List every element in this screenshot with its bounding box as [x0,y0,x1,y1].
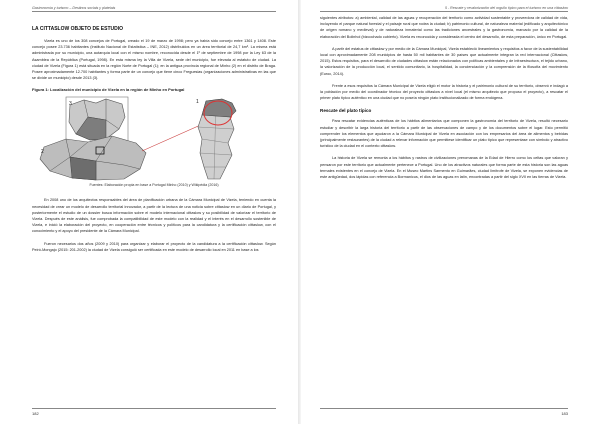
right-page [306,0,598,424]
book-gutter [298,0,301,424]
map-label-3: 3 [69,101,72,108]
page-number-left: 182 [32,408,276,416]
figure-caption: Fuentes: Elaboración propia en base a Portugal Minho (2010) y Wikipédia (2016) [89,183,219,188]
location-map-figure [36,95,274,181]
paragraph: A partir del estatus de cittaslow y por medio de la Cámara Municipal, Vizela estableció lineamientos y requisitos a favor de la sustentabilidad local con aproximadamente 208 municipios de hasta 50 mil habitantes de 30 países que actualmente integran la red internacional (Cittaslow, 2015). Estos requisitos, para el desarrollo de ciudades cittaslow están relacionados con políticas ambientales y de infraestructura, el tejido urbano, la valorización de la producción local, el sentido comunitario, la hospitalidad, la concienciación y la comprensión de la filosofía del movimiento (Euroc, 2014). [320,46,568,76]
location-map [36,95,274,181]
map-label-2: 2 [41,149,44,156]
running-head-left: Gastronomía y turismo – Destinos sociais y plateiais [32,6,276,12]
paragraph: Frente a esos requisitos la Cámara Municipal de Vizela eligió el motor la historia y el patrimonio cultural de su territorio, observó e indagó a la población por medio del coordinador técnico del proyecto cittaslow a nivel local (el mismo arquitecto que propuso el proyecto), a rescatar el primer plato típico auténtico en una ciudad que no poseía ningún plato institucionalizado de forma endógena. [320,83,568,101]
running-head-right: 5 - Rescate y revalorización del orgullo típico para el turismo en una cittaslow [320,6,568,12]
paragraph: Vizela es uno de los 308 concejos de Portugal, creado el 19 de marzo de 1998; pero ya había sido concejo entre 1361 y 1408. Este concejo posee 23.736 habitantes (Instituto Nacional de Estatística – INE, 2012) distribuidos en un área territorial de 24,7 km². La misma está administrada por su municipio, una autarquía local con el mismo nombre, reconocida desde el 1º de septiembre de 1998 por la Ley 63 de la Asamblea de la República (Portugal, 1998). En esta misma ley la Villa de Vizela, sede del municipio, fue elevada al estatuto de ciudad. La ciudad de Vizela (Figura 1) está situada en la región Norte de Portugal (1); en la antigua provincia regional de Minho (2) en el distrito de Braga. Posee aproximadamente 12.700 habitantes y forma parte de un concejo que tiene cinco Freguesias (organizaciones administrativas en las que se divide un municipio) desde 2013 (3). [32,39,276,81]
braga-district-highlight [70,157,96,180]
figure-title: Figura 1: Localización del municipio de Vizela en la región de Minho en Portugal [32,87,185,93]
section-heading: Rescate del plato típico [320,108,372,114]
section-heading: LA CITTASLOW OBJETO DE ESTUDIO [32,26,124,32]
page-number-right: 183 [320,408,568,416]
paragraph: En 2008 uno de los arquitectos responsables del área de planificación urbana de la Cámara Municipal de Vizela, teniendo en cuenta la necesidad de crear un modelo de desarrollo territorial innovador, a partir de la lectura de una noticia sobre cittaslow en un diario de Portugal, y posteriormente el estudio de un dossier busca información sobre el modelo internacional cittaslow y su posibilidad de valorizar el territorio de Vizela. Después de este análisis, fue comprobada la compatibilidad de este modelo con la realidad y el interés en el desarrollo sostenible de Vizela, e inició la elaboración del proyecto, en cooperación entre técnicos y políticos para la candidatura y la certificación cittaslow, con el conocimiento y el apoyo del presidente de la Cámara Municipal. [32,198,276,234]
paragraph: Fueron necesarios dos años (2009 y 2010) para organizar y elaborar el proyecto de la candidatura a la certificación cittaslow. Según Peiró-Mongajo (2015: 201-2002) la ciudad de Vizela consiguió ser certificada en este modelo de desarrollo local en 2011 en base a los [32,241,276,252]
paragraph: siguientes atributos: a) ambiental, calidad de las aguas y recuperación del territorio como actividad sustentable y proveedora de calidad de vida, incluyendo el parque natural forestal y el paisaje rural que rodea la ciudad; b) patrimonio cultural, de naturaleza material (edificado y arquitectónico de origen romano y medieval) y de naturaleza inmaterial como las tradiciones ancestrales y la gastronomía, marcado por la calidad de la elaboración del Bolinhol (bizcochado cubierto). Vizela es reconocida y considerada el centro del desarrollo, de esta preparación, único en Portugal. [320,16,568,39]
paragraph: La historia de Vizela se remonta a los hábitos y rastros de civilizaciones preromanas de la Edad de Hierro como los celtas que valoran y pensaron por este territorio que actualmente pertenece a Portugal. Uno de los atractivos naturales que forma parte de esta historia son las aguas termales existentes en el concejo de Vizela. En el Museo Martins Sarmento en Guimarães, ciudad limítrofe de Vizela, se exponen evidencias de este antigüedad, dos lápidas con referencia a Bormanicus, el dios de las aguas en latín, encontradas a partir del siglo XVII en las tierras de Vizela. [320,156,568,180]
left-page [0,0,292,424]
paragraph: Para rescatar evidencias auténticas de los hábitos alimentarios que componen la gastronomía del territorio de Vizela, resultó necesario estudiar y describir la larga historia del territorio a partir de las observaciones de campo y de los documentos sobre el lugar. Esto permitió comprender los elementos que ayudaron a la Cámara Municipal de Vizela en asociación con los empresarios del área de alimentos y bebidas (principalmente restaurantes) de la ciudad a relevar información que permitiese identificar un plato típico que representase con símbolo y atractivo turístico de la ciudad en el contexto cittaslow. [320,119,568,149]
map-label-1: 1 [196,99,199,106]
